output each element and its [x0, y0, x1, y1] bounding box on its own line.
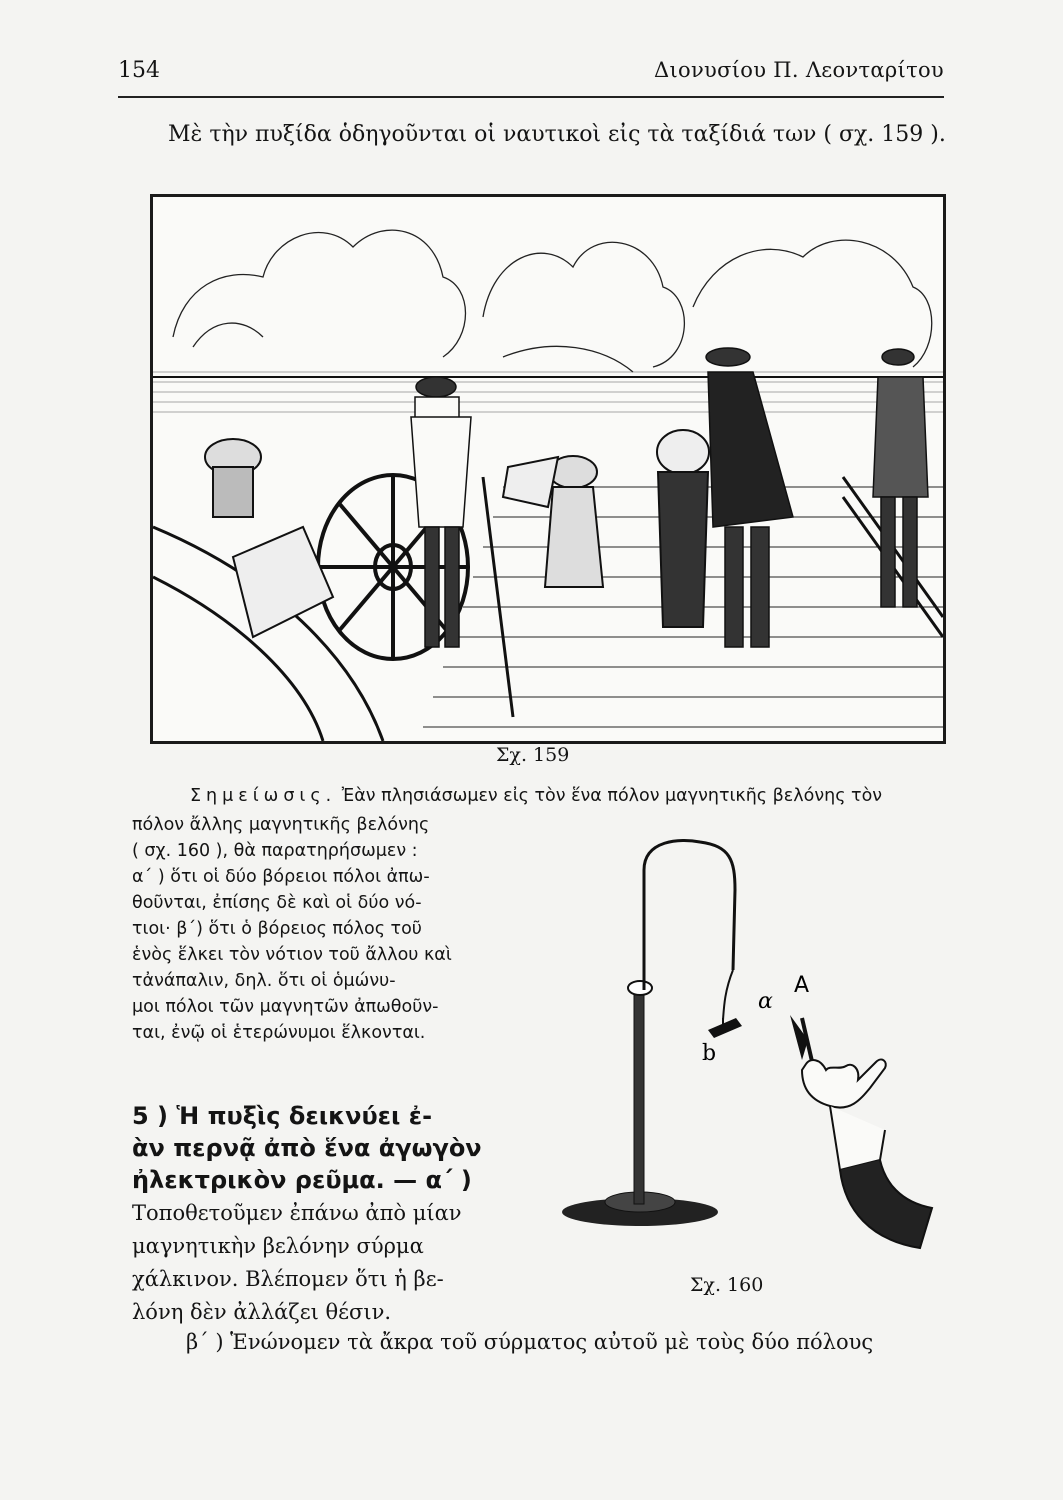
figure-160-caption: Σχ. 160	[690, 1274, 764, 1296]
page-number: 154	[118, 58, 160, 83]
magnet-stand-illustration	[540, 830, 940, 1270]
page-header	[118, 56, 944, 96]
note-line: μοι πόλοι τῶν μαγνητῶν ἀπωθοῦν-	[132, 997, 439, 1017]
note-line: ἑνὸς ἕλκει τὸν νότιον τοῦ ἄλλου καὶ	[132, 945, 452, 965]
note-first-line	[190, 786, 882, 806]
note-line: ( σχ. 160 ), θὰ παρατηρήσωμεν :	[132, 841, 418, 861]
section-body-line: μαγνητικὴν βελόνην σύρμα	[132, 1234, 424, 1258]
section-heading	[132, 1100, 490, 1196]
section-heading-line: ἠλεκτρικὸν ρεῦμα. — α΄ )	[132, 1166, 472, 1194]
figure-159-ship-deck-illustration	[150, 194, 946, 744]
figure-160-magnetic-needles	[540, 830, 940, 1270]
note-line: τἀνάπαλιν, δηλ. ὅτι οἱ ὁμώνυ-	[132, 971, 396, 991]
ship-deck-engraving	[153, 197, 943, 741]
running-title: Διονυσίου Π. Λεονταρίτου	[654, 58, 944, 82]
section-body-line: χάλκινον. Βλέπομεν ὅτι ἡ βε-	[132, 1267, 444, 1291]
note-line: πόλον ἄλλης μαγνητικῆς βελόνης	[132, 815, 430, 835]
label-alpha: α	[758, 989, 773, 1014]
note-line: τιοι· β΄) ὅτι ὁ βόρειος πόλος τοῦ	[132, 919, 422, 939]
note-line: α΄ ) ὅτι οἱ δύο βόρειοι πόλοι ἀπω-	[132, 867, 430, 887]
section-body-line: λόνη δὲν ἀλλάζει θέσιν.	[132, 1300, 392, 1324]
note-label: Σημείωσις.	[190, 786, 337, 806]
label-b: b	[702, 1041, 717, 1066]
section-heading-line: ὰν περνᾷ ἀπὸ ἕνα ἀγωγὸν	[132, 1134, 482, 1162]
note-line: θοῦνται, ἐπίσης δὲ καὶ οἱ δύο νό-	[132, 893, 422, 913]
section-continuation: β΄ ) Ἑνώνομεν τὰ ἄκρα τοῦ σύρματος αὐτοῦ μὲ τοὺς δύο πόλους	[186, 1330, 874, 1354]
section-body	[132, 1197, 490, 1329]
figure-159-caption: Σχ. 159	[496, 744, 570, 766]
label-A: A	[794, 973, 810, 998]
note-line: ται, ἐνῷ οἱ ἑτερώνυμοι ἕλκονται.	[132, 1023, 426, 1043]
note-first-line-text: Ἐὰν πλησιάσωμεν εἰς τὸν ἕνα πόλον μαγνητικῆς βελόνης τὸν	[341, 786, 883, 806]
lead-sentence: Μὲ τὴν πυξίδα ὁδηγοῦνται οἱ ναυτικοὶ εἰς τὰ ταξίδιά των ( σχ. 159 ).	[168, 122, 946, 147]
section-heading-line: 5 ) Ἡ πυξὶς δεικνύει ἐ-	[132, 1102, 433, 1130]
header-rule	[118, 96, 944, 98]
note-paragraph	[132, 812, 490, 1046]
section-body-line: Τοποθετοῦμεν ἐπάνω ἀπὸ μίαν	[132, 1201, 462, 1225]
